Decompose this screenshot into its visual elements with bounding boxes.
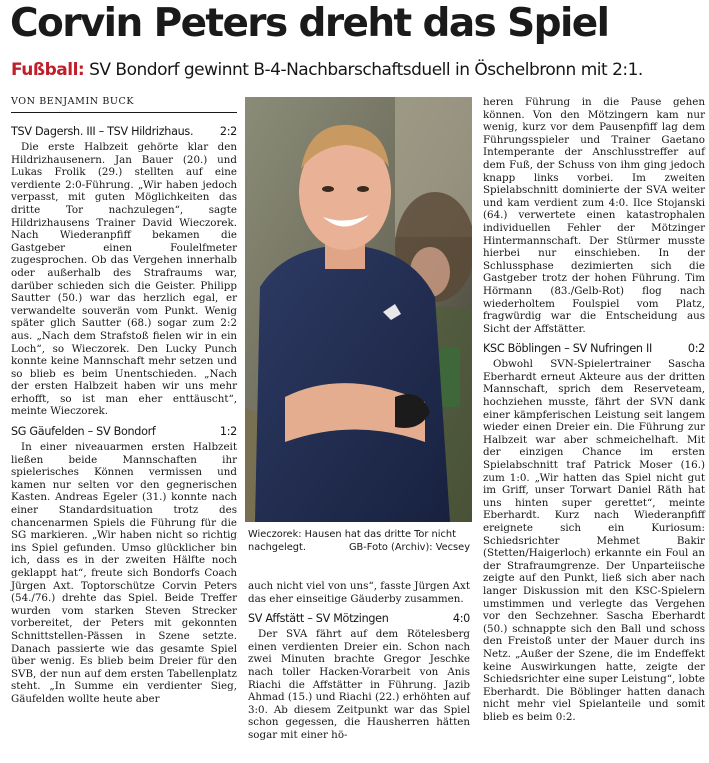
match-teams: KSC Böblingen – SV Nufringen II bbox=[483, 342, 652, 356]
article-column-2 bbox=[248, 580, 470, 742]
article-paragraph: Die erste Halbzeit gehörte klar den Hildrizhausenern. Jan Bauer (20.) und Lukas Frolik (29.) stellten auf eine verdiente 2:0-Führung. „Wir haben jedoch verpasst, mit guten Möglichkeiten das dritte Tor nachzulegen“, sagte Hildrizhausens Trainer David Wieczorek. Nach Wiederanpfiff bekamen die Gastgeber einen Foulelfmeter zugesprochen. Ob das Vergehen innerhalb oder außerhalb des Strafraums war, darüber schieden sich die Geister. Philipp Sautter (50.) war das herzlich egal, er verwandelte souverän vom Punkt. Wenig später glich Sautter (68.) sogar zum 2:2 aus. „Nach dem Strafstoß fielen wir in ein Loch“, so Wieczorek. Den Lucky Punch konnte keine Mannschaft mehr setzen und so blieb es beim Unentschieden. „Nach der ersten Halbzeit haben wir uns mehr erhofft, so ist man eher enttäuscht“, meinte Wieczorek. bbox=[11, 141, 237, 418]
match-heading bbox=[248, 611, 470, 626]
article-paragraph: auch nicht viel von uns“, fasste Jürgen Axt das eher einseitige Gäuderby zusammen. bbox=[248, 580, 470, 605]
article-paragraph: Der SVA fährt auf dem Rötelesberg einen verdienten Dreier ein. Schon nach zwei Minuten brachte Gregor Jeschke nach toller Hacken-Vorarbeit von Anis Riachi die Affstätter in Führung. Jazib Ahmad (15.) und Riachi (22.) erhöhten auf 3:0. Ab diesem Zeitpunkt war das Spiel schon gegessen, die Hausherren hätten sogar mit einer hö- bbox=[248, 628, 470, 741]
match-heading bbox=[11, 124, 237, 139]
article-photo bbox=[245, 97, 472, 522]
photo-caption bbox=[248, 528, 470, 554]
article-column-3 bbox=[483, 96, 705, 724]
photo-illustration bbox=[245, 97, 472, 522]
match-heading bbox=[11, 424, 237, 439]
match-score: 4:0 bbox=[452, 612, 470, 626]
subheadline-text: SV Bondorf gewinnt B-4-Nachbarschaftsduell in Öschelbronn mit 2:1. bbox=[89, 60, 643, 80]
headline: Corvin Peters dreht das Spiel bbox=[10, 1, 609, 46]
match-teams: TSV Dagersh. III – TSV Hildrizhaus. bbox=[11, 125, 194, 138]
match-teams: SV Affstätt – SV Mötzingen bbox=[248, 612, 389, 626]
caption-text: Wieczorek: Hausen hat das dritte Tor nicht nachgelegt. bbox=[248, 529, 456, 553]
match-score: 1:2 bbox=[219, 425, 237, 439]
byline: VON BENJAMIN BUCK bbox=[11, 96, 237, 113]
match-score: 0:2 bbox=[687, 342, 705, 356]
match-heading bbox=[483, 341, 705, 356]
photo-credit: GB-Foto (Archiv): Vecsey bbox=[348, 542, 470, 553]
subheadline bbox=[11, 58, 706, 82]
article-paragraph: heren Führung in die Pause gehen können. Von den Mötzingern kam nur wenig, kurz vor dem Pausenpfiff lag dem Führungsspieler und Trainer Gaetano Intemperante der Anschlusstreffer auf dem Fuß, der Schuss von ihm ging jedoch knapp links vorbei. Im zweiten Spielabschnitt dominierte der SVA weiter und kam verdient zum 4:0. Ilce Stojanski (64.) verwertete einen katastrophalen individuellen Fehler der Mötzinger Hintermannschaft. Der Stürmer musste hierbei nur einschieben. In der Schlussphase dezimierten sich die Gastgeber trotz der hohen Führung. Tim Hörmann (83./Gelb-Rot) flog nach wiederholtem Foulspiel vom Platz, fragwürdig war die Entscheidung aus Sicht der Affstätter. bbox=[483, 96, 705, 335]
article-paragraph: In einer niveauarmen ersten Halbzeit ließen beide Mannschaften ihr spielerisches Können vermissen und kamen nur selten vor den gegnerischen Kasten. Andreas Egeler (31.) konnte nach einer Standardsituation trotz des chancenarmen Spiels die Führung für die SG markieren. „Wir haben nicht so richtig ins Spiel gefunden. Umso glücklicher bin ich, dass es in der zweiten Hälfte noch geklappt hat“, freute sich Bondorfs Coach Jürgen Axt. Toptorschütze Corvin Peters (54./76.) drehte das Spiel. Beide Treffer wurden vom starken Steven Strecker vorbereitet, der Peters mit gekonnten Schnittstellen-Pässen in Szene setzte. Danach passierte wie das gesamte Spiel über wenig. Es blieb beim Dreier für den SVB, der nun auf dem ersten Tabellenplatz steht. „In Summe ein verdienter Sieg, Gäufelden wollte heute aber bbox=[11, 441, 237, 705]
match-teams: SG Gäufelden – SV Bondorf bbox=[11, 425, 156, 439]
subheadline-kicker: Fußball: bbox=[11, 60, 85, 80]
article-paragraph: Obwohl SVN-Spielertrainer Sascha Eberhardt erneut Akteure aus der dritten Mannschaft, sprich dem Reserveteam, hochziehen musste, fährt der SVN dank einer kämpferischen Leistung seit langem wieder einen Dreier ein. Die Führung zur Halbzeit war aber schmeichelhaft. Mit der einzigen Chance im ersten Spielabschnitt traf Patrick Moser (16.) zum 1:0. „Wir hatten das Spiel nicht gut im Griff, unser Torwart Daniel Räth hat uns hinten super gerettet“, meinte Eberhardt. Kurz nach Wiederanpfiff ereignete sich ein Kuriosum: Schiedsrichter Mehmet Bakir (Stetten/Haigerloch) erkannte ein Foul an der Strafraumgrenze. Der Unparteiische zeigte auf den Punkt, ließ sich aber nach langer Diskussion mit den KSC-Spielern umstimmen und verlegte das Vergehen vor den Sechzehner. Sascha Eberhardt (50.) schnappte sich den Ball und schoss den Freistoß unter der Mauer durch ins Netz. „Außer der Szene, die im Endeffekt keine Auswirkungen hatte, zeigte der Schiedsrichter eine super Leistung“, lobte Eberhardt. Die Böblinger hatten danach nicht mehr viel Spielanteile und somit blieb es beim 0:2. bbox=[483, 358, 705, 723]
article-column-1 bbox=[11, 124, 237, 706]
match-score: 2:2 bbox=[219, 125, 237, 138]
